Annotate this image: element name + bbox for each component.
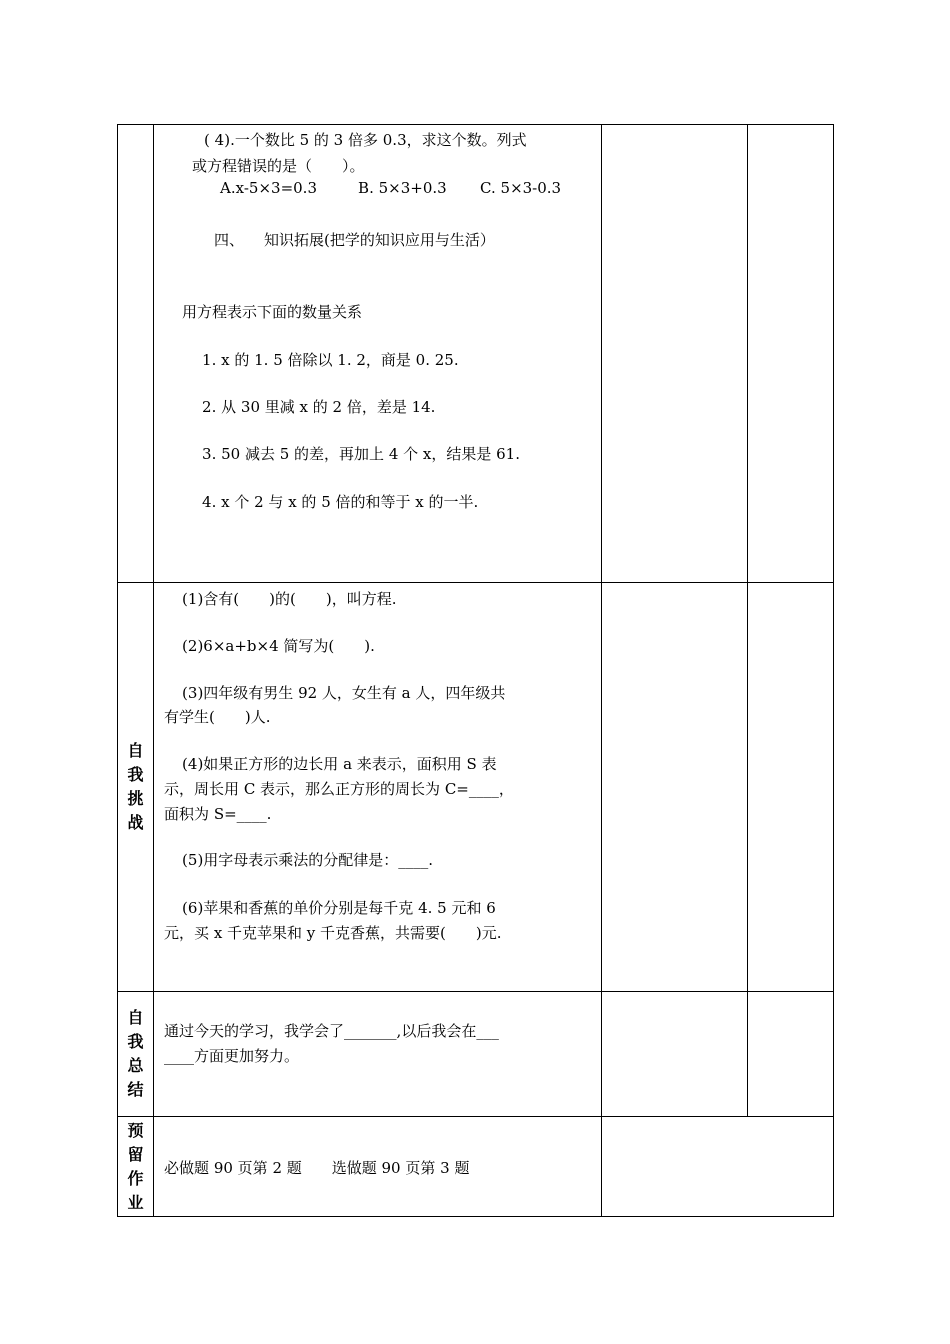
challenge-q4-line-3: 面积为 S=____. [164,805,272,823]
content-cell [154,992,602,1117]
content-cell [154,583,602,992]
challenge-q2: (2)6×a+b×4 简写为( ). [182,637,375,655]
summary-line-1: 通过今天的学习，我学会了_______,以后我会在___ [164,1022,499,1040]
blank-cell [747,125,833,583]
row-label-self-summary: 自 我 总 结 [118,992,154,1117]
blank-cell [747,992,833,1117]
blank-cell [601,583,747,992]
row-label-self-challenge: 自 我 挑 战 [118,583,154,992]
list-item: 4. x 个 2 与 x 的 5 倍的和等于 x 的一半. [202,493,479,511]
lesson-table [117,124,834,1217]
option-c: C. 5×3-0.3 [480,179,562,197]
challenge-q6-line-1: (6)苹果和香蕉的单价分别是每千克 4. 5 元和 6 [182,899,496,917]
list-item: 2. 从 30 里减 x 的 2 倍，差是 14. [202,398,436,416]
question-4-line-2: 或方程错误的是（ ）。 [192,157,365,175]
blank-cell [601,125,747,583]
homework-text: 必做题 90 页第 2 题 选做题 90 页第 3 题 [164,1159,470,1177]
exercise-intro: 用方程表示下面的数量关系 [182,303,363,321]
summary-line-2: ____方面更加努力。 [164,1047,300,1065]
question-4-line-1: ( 4).一个数比 5 的 3 倍多 0.3，求这个数。列式 [204,131,527,149]
table-row [118,583,834,992]
challenge-q1: (1)含有( )的( )，叫方程. [182,590,397,608]
blank-cell [601,1117,833,1217]
content-cell [154,1117,602,1217]
challenge-q3-line-1: (3)四年级有男生 92 人，女生有 a 人，四年级共 [182,684,506,702]
list-item: 3. 50 减去 5 的差，再加上 4 个 x，结果是 61. [202,445,520,463]
option-b: B. 5×3+0.3 [358,179,447,197]
row-label-cell [118,125,154,583]
option-a: A.x-5×3=0.3 [220,179,317,197]
list-item: 1. x 的 1. 5 倍除以 1. 2，商是 0. 25. [202,351,459,369]
content-cell [154,125,602,583]
row-label-homework: 预 留 作 业 [118,1117,154,1217]
challenge-q5: (5)用字母表示乘法的分配律是：____. [182,851,434,869]
table-row [118,125,834,583]
table-row [118,992,834,1117]
section-number: 四、 [214,231,245,249]
section-title: 知识拓展(把学的知识应用与生活） [264,231,495,249]
blank-cell [601,992,747,1117]
challenge-q3-line-2: 有学生( )人. [164,708,271,726]
blank-cell [747,583,833,992]
challenge-q4-line-2: 示，周长用 C 表示，那么正方形的周长为 C=____， [164,780,514,798]
challenge-q4-line-1: (4)如果正方形的边长用 a 来表示，面积用 S 表 [182,755,497,773]
table-row [118,1117,834,1217]
challenge-q6-line-2: 元，买 x 千克苹果和 y 千克香蕉，共需要( )元. [164,924,502,942]
